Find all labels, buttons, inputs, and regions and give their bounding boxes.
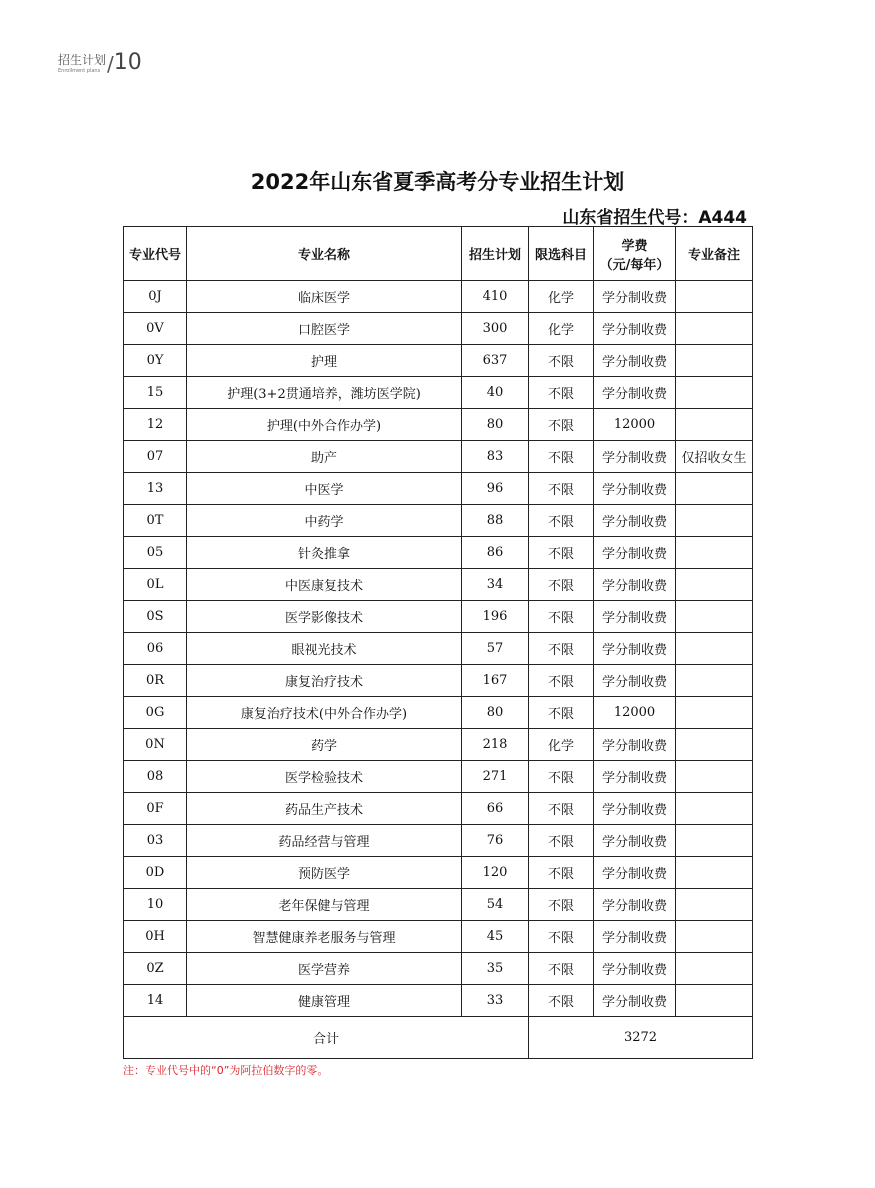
- table-row: [124, 889, 753, 921]
- cell-fee: 学分制收费: [594, 377, 676, 409]
- cell-subject: 不限: [529, 345, 594, 377]
- cell-code: 05: [124, 537, 187, 569]
- cell-remark: [676, 473, 753, 505]
- cell-remark: [676, 793, 753, 825]
- cell-code: 0T: [124, 505, 187, 537]
- cell-plan: 196: [462, 601, 529, 633]
- page-title: 2022年山东省夏季高考分专业招生计划: [250, 170, 625, 194]
- total-label: 合计: [124, 1017, 529, 1059]
- page-number: 10: [113, 50, 142, 75]
- cell-fee: 学分制收费: [594, 505, 676, 537]
- cell-fee: 学分制收费: [594, 857, 676, 889]
- cell-fee: 12000: [594, 697, 676, 729]
- cell-name: 护理: [187, 345, 462, 377]
- table-header-row: [124, 227, 753, 281]
- cell-remark: [676, 761, 753, 793]
- cell-code: 03: [124, 825, 187, 857]
- cell-plan: 167: [462, 665, 529, 697]
- cell-name: 预防医学: [187, 857, 462, 889]
- cell-code: 0R: [124, 665, 187, 697]
- cell-remark: [676, 377, 753, 409]
- cell-remark: [676, 921, 753, 953]
- cell-fee: 学分制收费: [594, 345, 676, 377]
- cell-name: 药品经营与管理: [187, 825, 462, 857]
- cell-name: 中医康复技术: [187, 569, 462, 601]
- section-label-en: Enrollment plans: [58, 68, 101, 74]
- cell-remark: [676, 345, 753, 377]
- cell-subject: 不限: [529, 441, 594, 473]
- cell-code: 0H: [124, 921, 187, 953]
- cell-plan: 33: [462, 985, 529, 1017]
- enrollment-table: [123, 226, 753, 1059]
- cell-plan: 88: [462, 505, 529, 537]
- cell-fee: 学分制收费: [594, 601, 676, 633]
- cell-subject: 不限: [529, 377, 594, 409]
- cell-name: 口腔医学: [187, 313, 462, 345]
- cell-code: 12: [124, 409, 187, 441]
- cell-code: 06: [124, 633, 187, 665]
- cell-code: 0D: [124, 857, 187, 889]
- cell-plan: 54: [462, 889, 529, 921]
- cell-fee: 学分制收费: [594, 761, 676, 793]
- cell-plan: 218: [462, 729, 529, 761]
- cell-name: 护理(中外合作办学): [187, 409, 462, 441]
- cell-fee: 学分制收费: [594, 569, 676, 601]
- cell-fee: 学分制收费: [594, 889, 676, 921]
- cell-code: 14: [124, 985, 187, 1017]
- cell-subject: 不限: [529, 889, 594, 921]
- cell-remark: [676, 889, 753, 921]
- cell-name: 康复治疗技术: [187, 665, 462, 697]
- cell-plan: 300: [462, 313, 529, 345]
- cell-name: 中药学: [187, 505, 462, 537]
- cell-remark: [676, 313, 753, 345]
- total-value: 3272: [529, 1017, 753, 1059]
- cell-name: 眼视光技术: [187, 633, 462, 665]
- section-label: 招生计划: [58, 53, 107, 67]
- cell-remark: [676, 633, 753, 665]
- table-row: [124, 569, 753, 601]
- table-row: [124, 537, 753, 569]
- page-header-mark: [58, 52, 142, 74]
- cell-subject: 不限: [529, 697, 594, 729]
- cell-subject: 化学: [529, 729, 594, 761]
- table-row: [124, 825, 753, 857]
- table-row: [124, 601, 753, 633]
- cell-name: 医学检验技术: [187, 761, 462, 793]
- cell-fee: 12000: [594, 409, 676, 441]
- header-fee: [594, 227, 676, 281]
- cell-name: 医学影像技术: [187, 601, 462, 633]
- cell-subject: 化学: [529, 313, 594, 345]
- cell-remark: [676, 697, 753, 729]
- header-name: 专业名称: [187, 227, 462, 281]
- total-row: [124, 1017, 753, 1059]
- cell-subject: 不限: [529, 537, 594, 569]
- cell-name: 药品生产技术: [187, 793, 462, 825]
- cell-remark: [676, 537, 753, 569]
- cell-name: 助产: [187, 441, 462, 473]
- cell-name: 护理(3+2贯通培养，潍坊医学院): [187, 377, 462, 409]
- table-row: [124, 729, 753, 761]
- cell-code: 0V: [124, 313, 187, 345]
- cell-plan: 76: [462, 825, 529, 857]
- cell-subject: 不限: [529, 409, 594, 441]
- cell-plan: 120: [462, 857, 529, 889]
- cell-plan: 83: [462, 441, 529, 473]
- cell-subject: 不限: [529, 921, 594, 953]
- cell-name: 智慧健康养老服务与管理: [187, 921, 462, 953]
- cell-subject: 不限: [529, 601, 594, 633]
- header-plan: 招生计划: [462, 227, 529, 281]
- cell-name: 医学营养: [187, 953, 462, 985]
- cell-fee: 学分制收费: [594, 537, 676, 569]
- cell-plan: 45: [462, 921, 529, 953]
- table-row: [124, 313, 753, 345]
- cell-name: 临床医学: [187, 281, 462, 313]
- cell-plan: 35: [462, 953, 529, 985]
- cell-code: 0Y: [124, 345, 187, 377]
- cell-code: 15: [124, 377, 187, 409]
- cell-remark: [676, 825, 753, 857]
- table-row: [124, 697, 753, 729]
- cell-code: 0N: [124, 729, 187, 761]
- cell-code: 0G: [124, 697, 187, 729]
- cell-plan: 637: [462, 345, 529, 377]
- cell-plan: 57: [462, 633, 529, 665]
- cell-code: 13: [124, 473, 187, 505]
- cell-fee: 学分制收费: [594, 793, 676, 825]
- cell-remark: [676, 569, 753, 601]
- header-remark: 专业备注: [676, 227, 753, 281]
- cell-subject: 化学: [529, 281, 594, 313]
- cell-plan: 66: [462, 793, 529, 825]
- cell-plan: 86: [462, 537, 529, 569]
- table-row: [124, 857, 753, 889]
- footnote: 注：专业代号中的“0”为阿拉伯数字的零。: [123, 1064, 329, 1077]
- cell-subject: 不限: [529, 825, 594, 857]
- cell-plan: 80: [462, 409, 529, 441]
- table-row: [124, 473, 753, 505]
- cell-subject: 不限: [529, 473, 594, 505]
- table-row: [124, 953, 753, 985]
- cell-remark: 仅招收女生: [676, 441, 753, 473]
- cell-remark: [676, 505, 753, 537]
- cell-fee: 学分制收费: [594, 473, 676, 505]
- cell-code: 07: [124, 441, 187, 473]
- table-row: [124, 793, 753, 825]
- cell-name: 老年保健与管理: [187, 889, 462, 921]
- cell-plan: 34: [462, 569, 529, 601]
- table-row: [124, 409, 753, 441]
- cell-subject: 不限: [529, 953, 594, 985]
- cell-name: 针灸推拿: [187, 537, 462, 569]
- table-row: [124, 505, 753, 537]
- table-row: [124, 281, 753, 313]
- table-row: [124, 345, 753, 377]
- cell-fee: 学分制收费: [594, 953, 676, 985]
- cell-fee: 学分制收费: [594, 281, 676, 313]
- table-row: [124, 665, 753, 697]
- cell-subject: 不限: [529, 793, 594, 825]
- cell-subject: 不限: [529, 569, 594, 601]
- cell-remark: [676, 601, 753, 633]
- header-subject: 限选科目: [529, 227, 594, 281]
- cell-remark: [676, 665, 753, 697]
- cell-subject: 不限: [529, 761, 594, 793]
- cell-remark: [676, 857, 753, 889]
- header-code: 专业代号: [124, 227, 187, 281]
- cell-fee: 学分制收费: [594, 633, 676, 665]
- table-row: [124, 633, 753, 665]
- cell-remark: [676, 985, 753, 1017]
- cell-fee: 学分制收费: [594, 921, 676, 953]
- cell-remark: [676, 729, 753, 761]
- cell-plan: 80: [462, 697, 529, 729]
- cell-fee: 学分制收费: [594, 985, 676, 1017]
- cell-code: 08: [124, 761, 187, 793]
- table-row: [124, 377, 753, 409]
- cell-remark: [676, 281, 753, 313]
- cell-code: 10: [124, 889, 187, 921]
- cell-subject: 不限: [529, 857, 594, 889]
- cell-name: 康复治疗技术(中外合作办学): [187, 697, 462, 729]
- table-row: [124, 761, 753, 793]
- cell-name: 药学: [187, 729, 462, 761]
- table-row: [124, 985, 753, 1017]
- cell-subject: 不限: [529, 633, 594, 665]
- header-fee-line1: 学费: [621, 238, 648, 254]
- cell-fee: 学分制收费: [594, 441, 676, 473]
- table-row: [124, 921, 753, 953]
- header-slash: /: [107, 52, 114, 76]
- province-code: 山东省招生代号：A444: [562, 208, 747, 228]
- cell-code: 0Z: [124, 953, 187, 985]
- cell-plan: 40: [462, 377, 529, 409]
- cell-subject: 不限: [529, 665, 594, 697]
- cell-fee: 学分制收费: [594, 825, 676, 857]
- cell-plan: 271: [462, 761, 529, 793]
- cell-code: 0J: [124, 281, 187, 313]
- cell-remark: [676, 409, 753, 441]
- cell-code: 0S: [124, 601, 187, 633]
- cell-code: 0F: [124, 793, 187, 825]
- cell-code: 0L: [124, 569, 187, 601]
- cell-name: 健康管理: [187, 985, 462, 1017]
- cell-subject: 不限: [529, 985, 594, 1017]
- cell-plan: 96: [462, 473, 529, 505]
- cell-name: 中医学: [187, 473, 462, 505]
- table-row: [124, 441, 753, 473]
- header-fee-line2: （元/每年）: [599, 257, 670, 273]
- cell-fee: 学分制收费: [594, 729, 676, 761]
- cell-remark: [676, 953, 753, 985]
- cell-fee: 学分制收费: [594, 665, 676, 697]
- cell-plan: 410: [462, 281, 529, 313]
- cell-fee: 学分制收费: [594, 313, 676, 345]
- cell-subject: 不限: [529, 505, 594, 537]
